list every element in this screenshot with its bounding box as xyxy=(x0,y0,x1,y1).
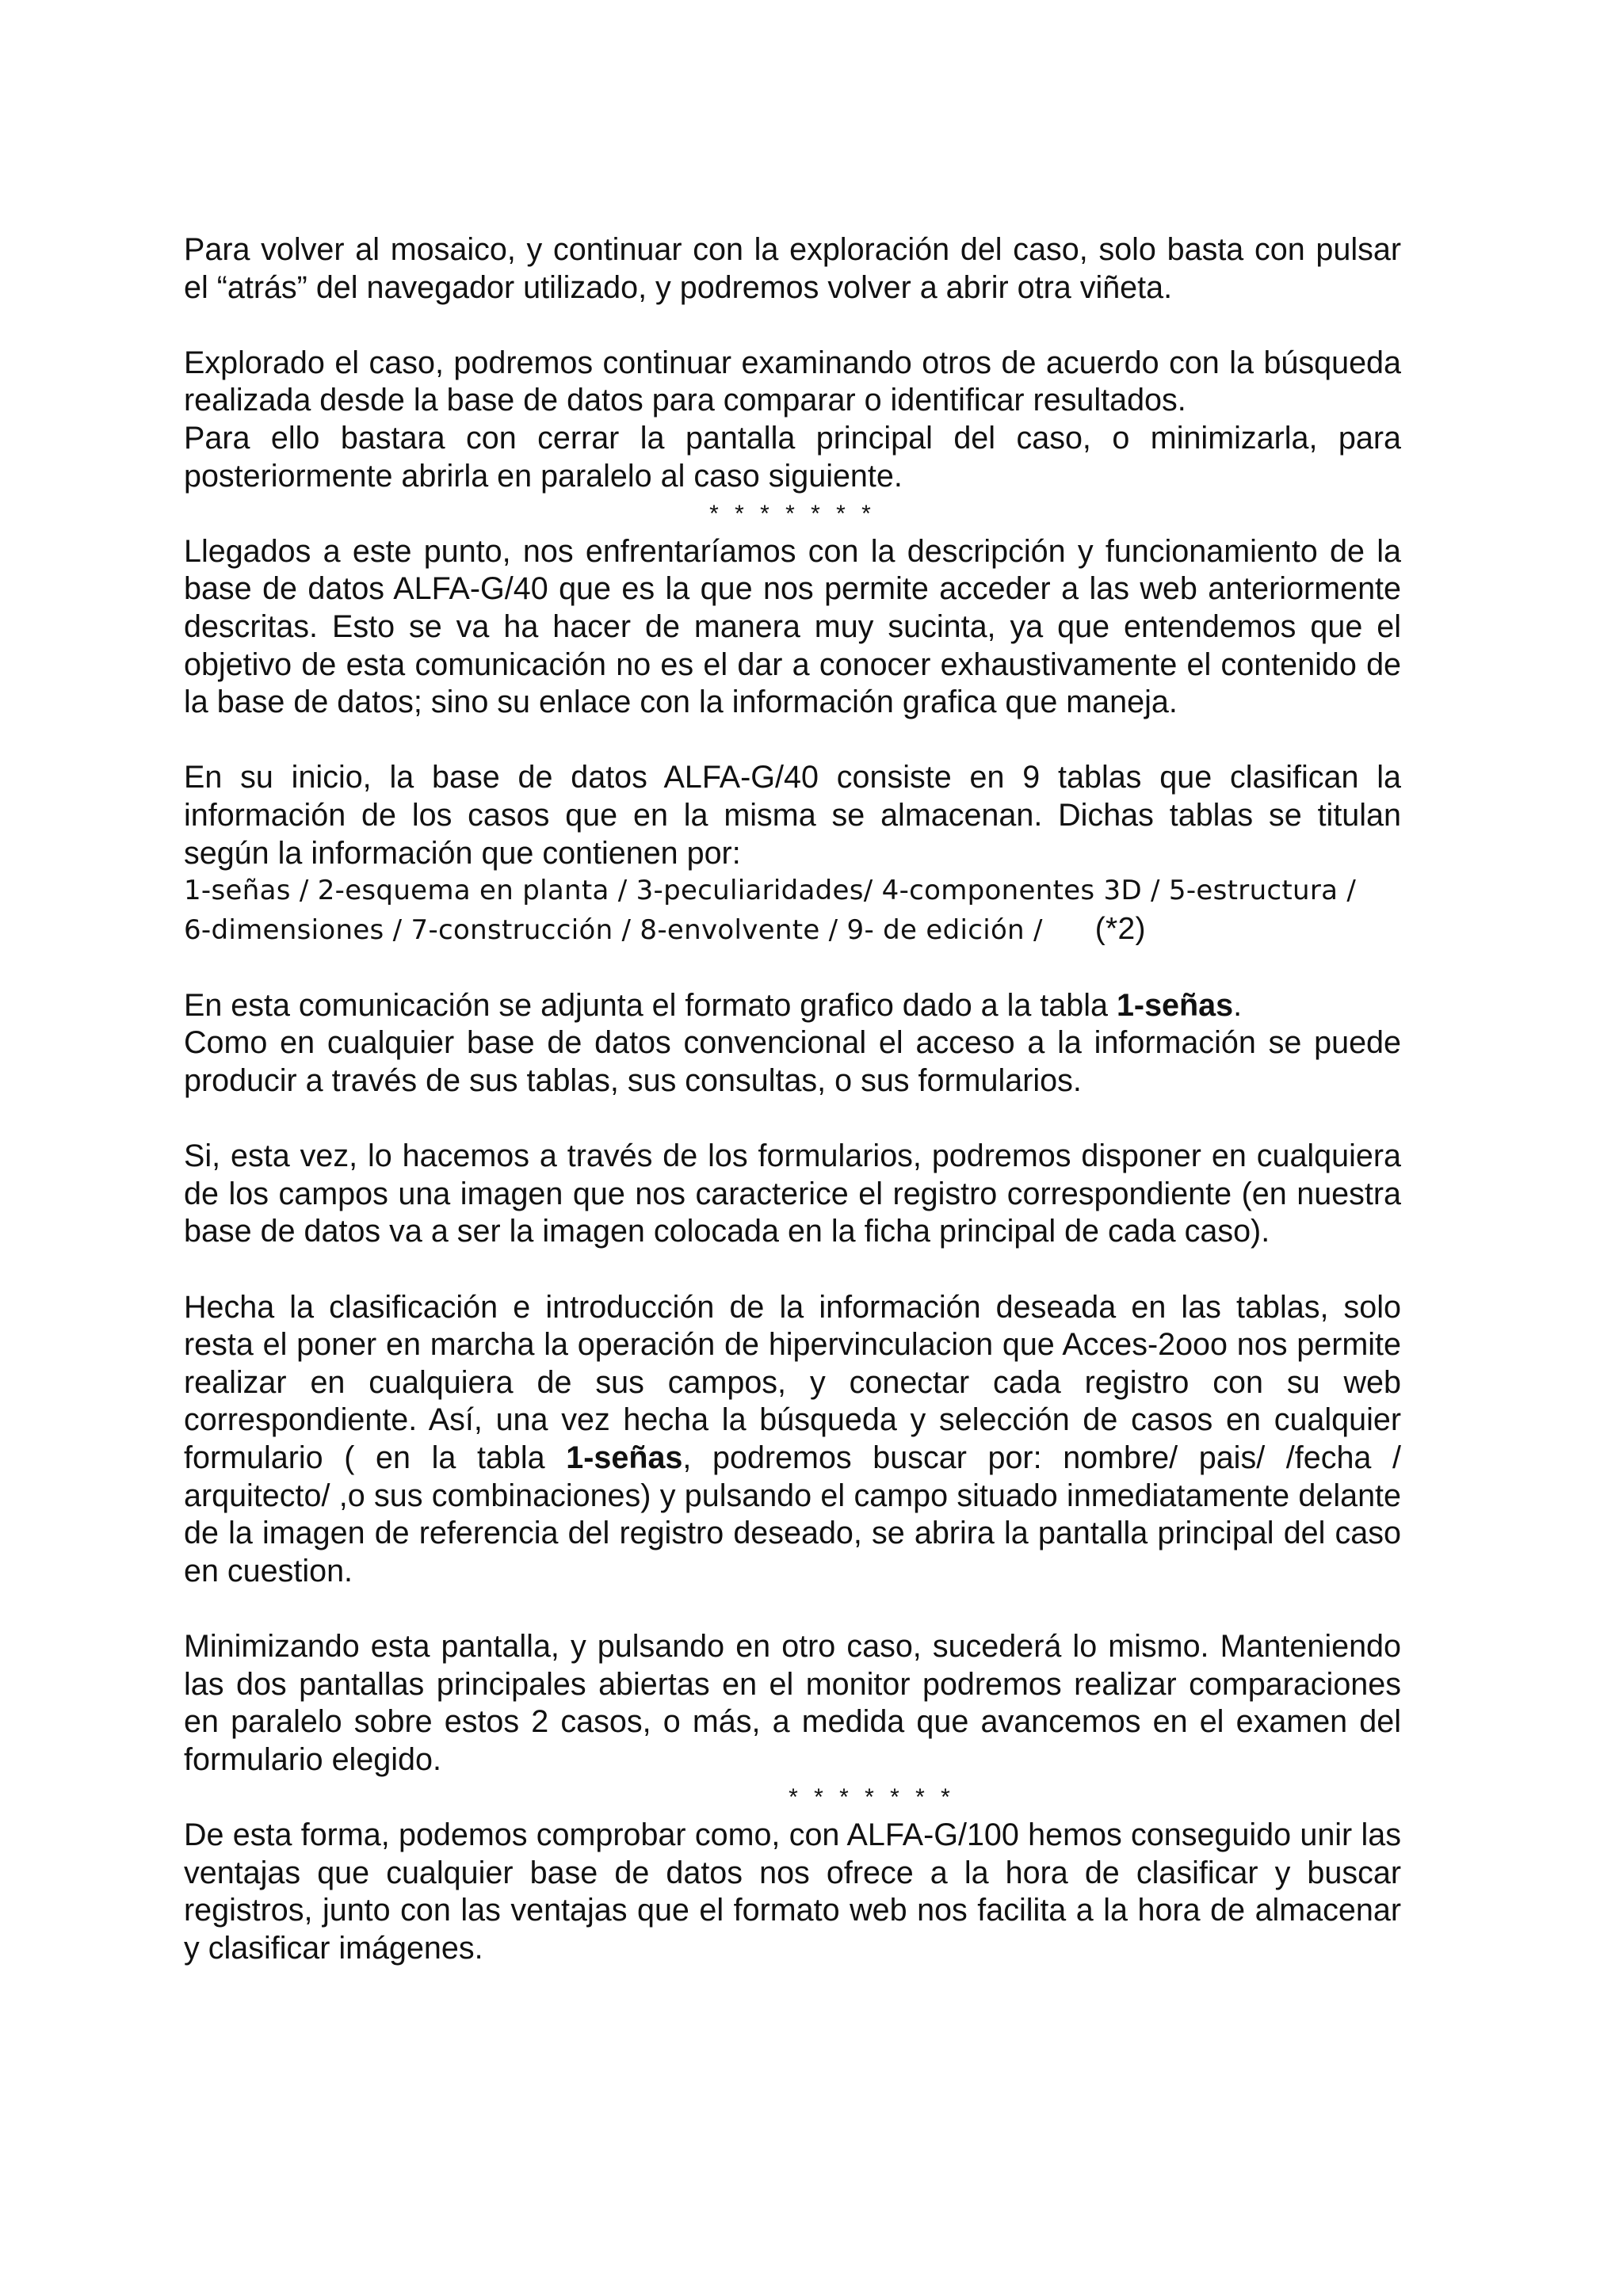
body-text xyxy=(184,231,1401,1967)
tables-list-text: 6-dimensiones / 7-construcción / 8-envolvente / 9- de edición / xyxy=(184,913,1043,946)
paragraph-format-text: En esta comunicación se adjunta el formato grafico dado a la tabla xyxy=(184,987,1117,1023)
spacer xyxy=(184,949,1401,987)
paragraph-format-end: . xyxy=(1233,987,1243,1023)
paragraph-minimize: Minimizando esta pantalla, y pulsando en otro caso, sucederá lo mismo. Manteniendo las dos pantallas principales abiertas en el monitor podremos realizar comparaciones en paralelo sobre estos 2 casos, o más, a medida que avancemos en el examen del formulario elegido. xyxy=(184,1628,1401,1777)
separator-stars-1: * * * * * * * xyxy=(709,501,876,528)
table-name-bold: 1-señas xyxy=(1116,987,1234,1023)
paragraph-format xyxy=(184,987,1401,1025)
tables-list-line-1: 1-señas / 2-esquema en planta / 3-peculiaridades/ 4-componentes 3D / 5-estructura / xyxy=(184,875,1357,907)
spacer xyxy=(184,1251,1401,1289)
paragraph-close-screen: Para ello bastara con cerrar la pantalla principal del caso, o minimizarla, para posteriormente abrirla en paralelo al caso siguiente. xyxy=(184,420,1401,494)
paragraph-hyperlink xyxy=(184,1289,1401,1591)
separator-stars-2: * * * * * * * xyxy=(789,1784,955,1811)
paragraph-tables: En su inicio, la base de datos ALFA-G/40 consiste en 9 tablas que clasifican la información de los casos que en la misma se almacenan. Dichas tablas se titulan según la información que contienen por: xyxy=(184,760,1401,871)
spacer xyxy=(184,1590,1401,1628)
paragraph-conclusion: De esta forma, podemos comprobar como, con ALFA-G/100 hemos conseguido unir las ventajas que cualquier base de datos nos ofrece a la hora de clasificar y buscar registros, junto con las ventajas que el formato web nos facilita a la hora de almacenar y clasificar imágenes. xyxy=(184,1817,1401,1966)
footnote-reference: (*2) xyxy=(1094,911,1146,946)
paragraph-hyperlink-text: Hecha la clasificación e introducción de la información deseada en las tablas, solo resta el poner en marcha la operación de hipervinculacion que Acces-2ooo nos permite realizar en cualquiera de sus campos, y conectar cada registro con su web correspondiente. Así, una vez hecha la búsqueda y selección de casos en cualquier formulario ( en la tabla xyxy=(184,1289,1401,1475)
paragraph-explored: Explorado el caso, podremos continuar examinando otros de acuerdo con la búsqueda realizada desde la base de datos para comparar o identificar resultados. xyxy=(184,345,1401,418)
spacer xyxy=(184,307,1401,345)
tables-list-line-2 xyxy=(184,910,1401,950)
spacer xyxy=(184,722,1401,760)
table-name-bold: 1-señas xyxy=(566,1440,683,1475)
paragraph-hyperlink-end: , podremos buscar por: nombre/ pais/ /fecha / arquitecto/ ,o sus combinaciones) y pulsando el campo situado inmediatamente delante de la imagen de referencia del registro deseado, se abrira la pantalla principal del caso en cuestion. xyxy=(184,1440,1402,1589)
paragraph-database-intro: Llegados a este punto, nos enfrentaríamos con la descripción y funcionamiento de la base de datos ALFA-G/40 que es la que nos permite acceder a las web anteriormente descritas. Esto se va ha hacer de manera muy sucinta, ya que entendemos que el objetivo de esta comunicación no es el dar a conocer exhaustivamente el contenido de la base de datos; sino su enlace con la información grafica que maneja. xyxy=(184,533,1401,720)
paragraph-forms: Si, esta vez, lo hacemos a través de los formularios, podremos disponer en cualquiera de los campos una imagen que nos caracterice el registro correspondiente (en nuestra base de datos va a ser la imagen colocada en la ficha principal de cada caso). xyxy=(184,1138,1401,1249)
paragraph-access: Como en cualquier base de datos convencional el acceso a la información se puede producir a través de sus tablas, sus consultas, o sus formularios. xyxy=(184,1025,1401,1099)
paragraph-mosaic: Para volver al mosaico, y continuar con la exploración del caso, solo basta con pulsar el “atrás” del navegador utilizado, y podremos volver a abrir otra viñeta. xyxy=(184,232,1401,305)
spacer xyxy=(184,1100,1401,1138)
